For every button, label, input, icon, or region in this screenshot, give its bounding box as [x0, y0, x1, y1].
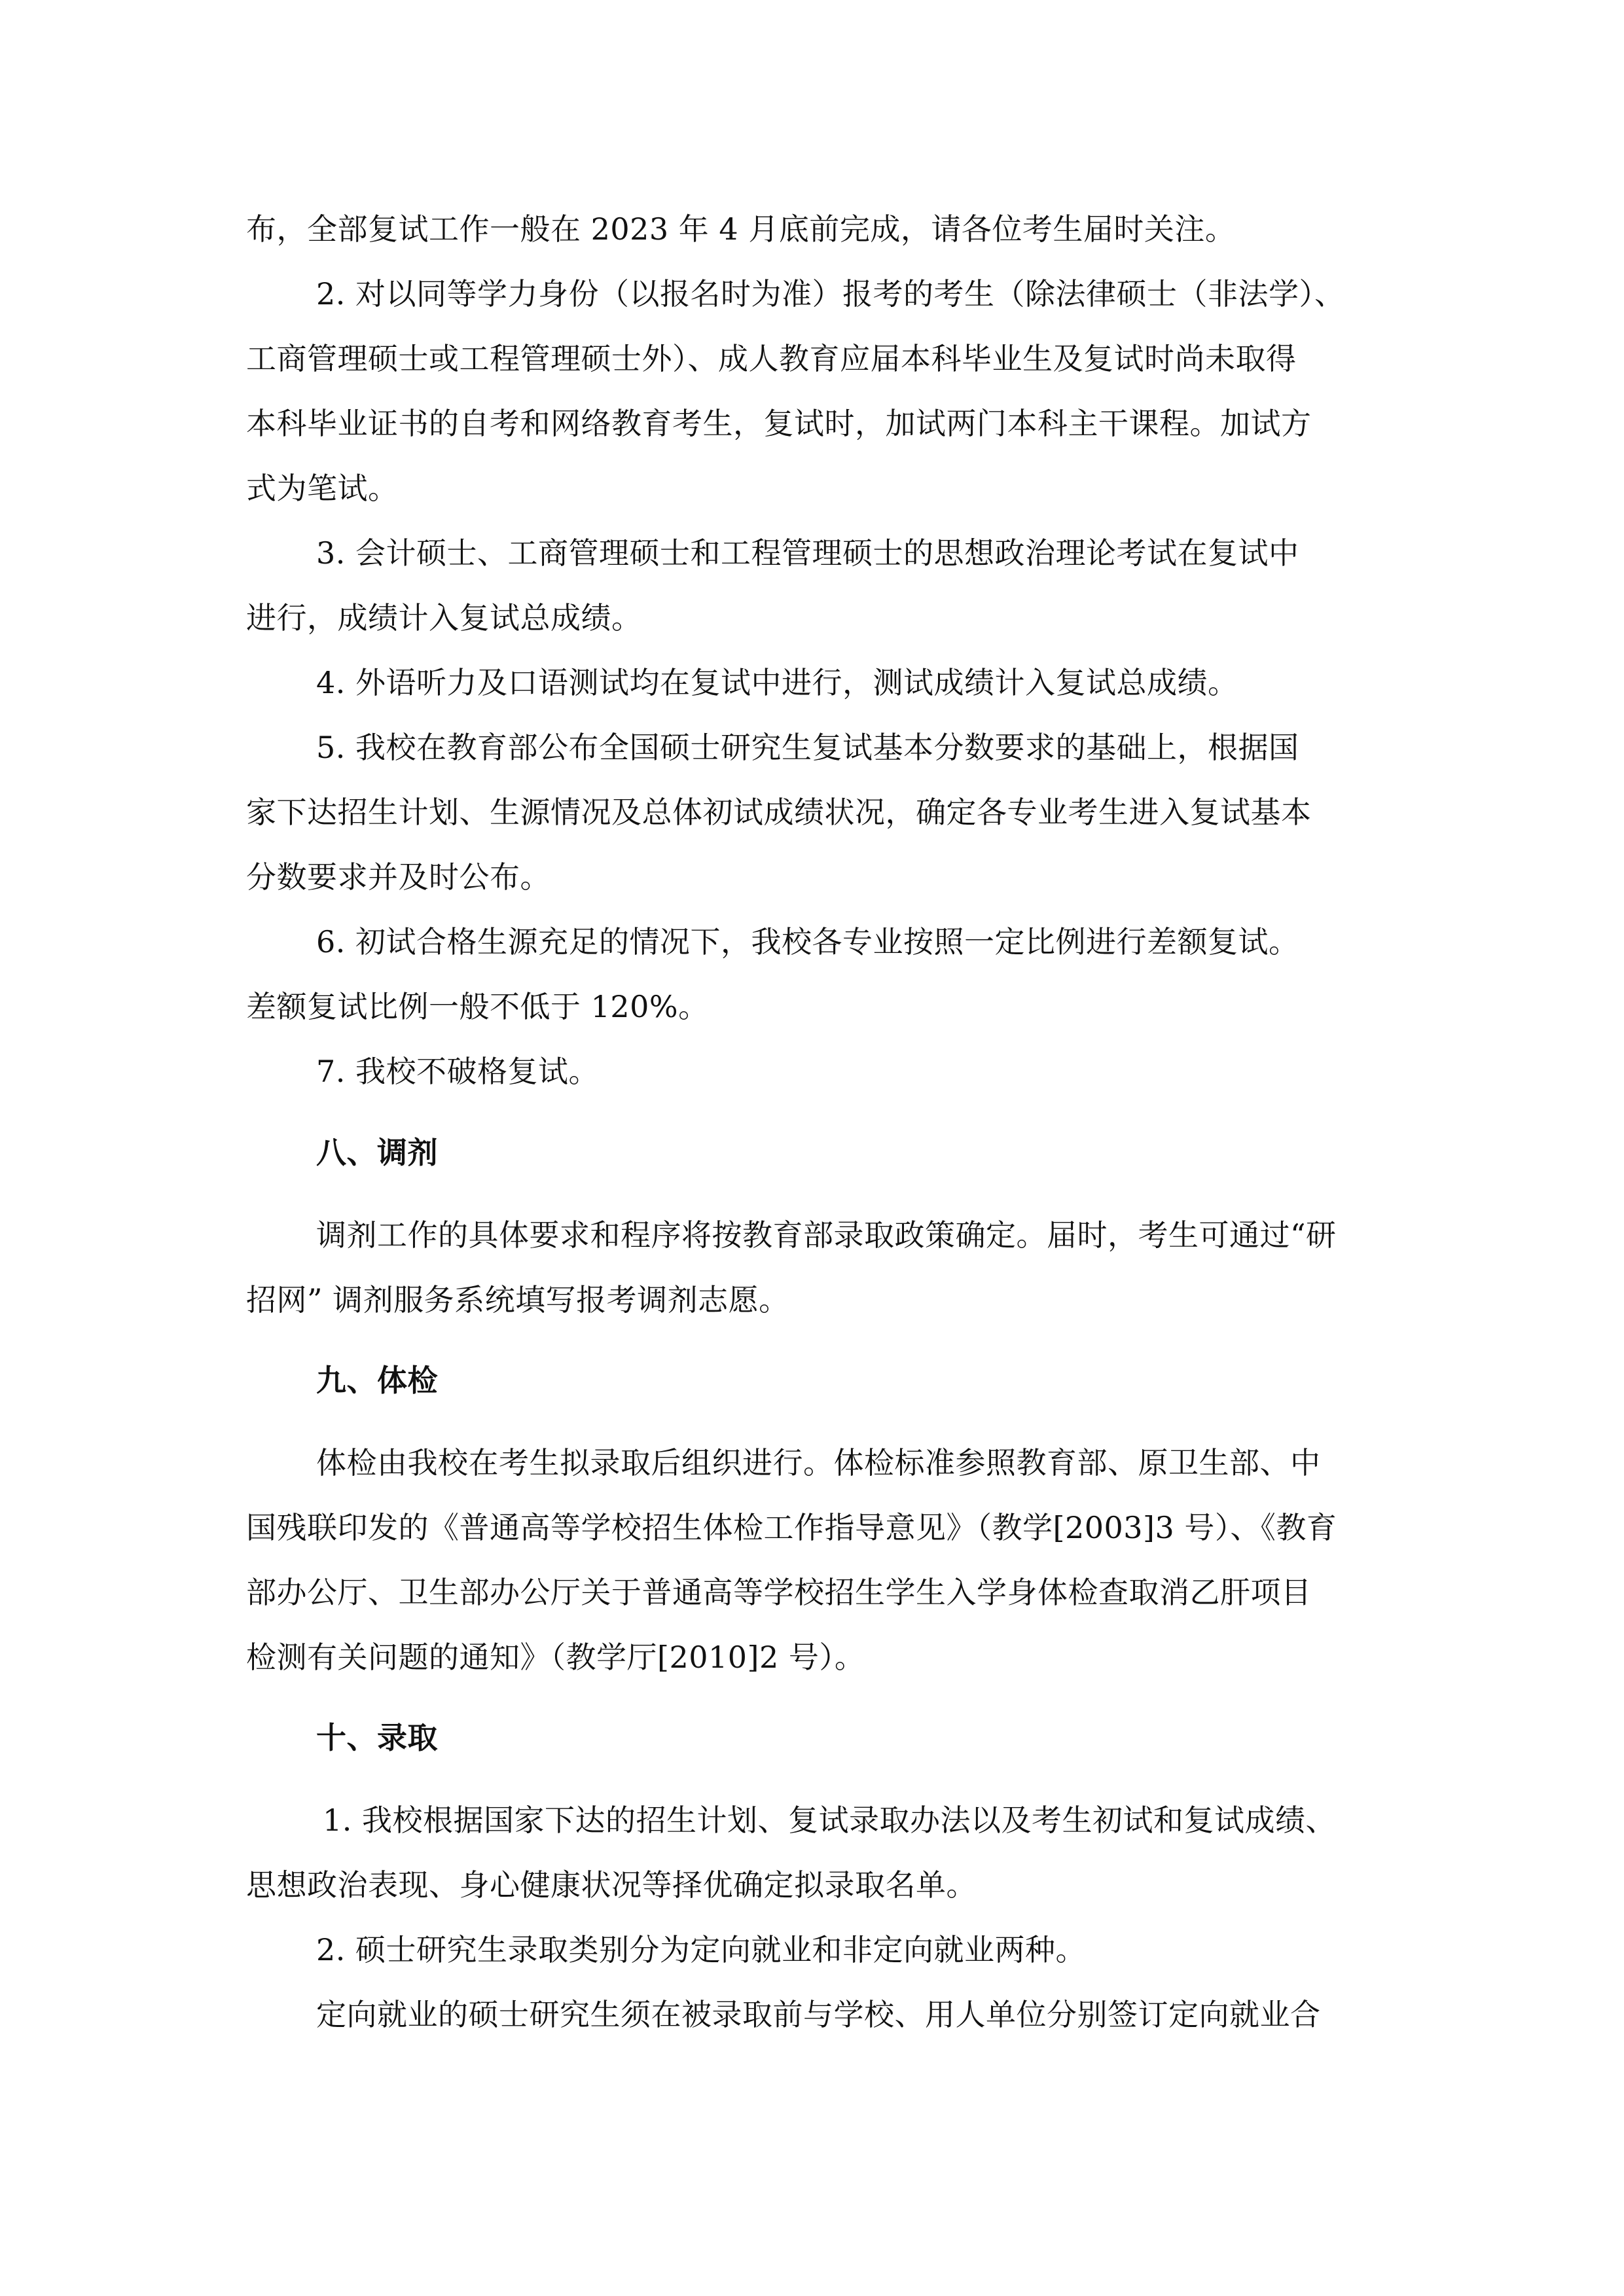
paragraph-line: 2. 硕士研究生录取类别分为定向就业和非定向就业两种。 — [316, 1932, 1087, 1967]
paragraph-line: 进行，成绩计入复试总成绩。 — [246, 600, 642, 636]
section-heading-adjustment: 八、调剂 — [316, 1135, 438, 1170]
paragraph-line: 1. 我校根据国家下达的招生计划、复试录取办法以及考生初试和复试成绩、 — [323, 1803, 1337, 1838]
paragraph-line: 思想政治表现、身心健康状况等择优确定拟录取名单。 — [246, 1867, 977, 1903]
paragraph-line: 国残联印发的《普通高等学校招生体检工作指导意见》（教学[2003]3 号）、《教育 — [246, 1510, 1337, 1545]
paragraph-line: 工商管理硕士或工程管理硕士外）、成人教育应届本科毕业生及复试时尚未取得 — [246, 341, 1297, 376]
paragraph-line: 本科毕业证书的自考和网络教育考生，复试时，加试两门本科主干课程。加试方 — [246, 406, 1312, 441]
paragraph-line: 部办公厅、卫生部办公厅关于普通高等学校招生学生入学身体检查取消乙肝项目 — [246, 1575, 1312, 1610]
paragraph-line: 分数要求并及时公布。 — [246, 859, 550, 895]
section-heading-physical-exam: 九、体检 — [316, 1363, 438, 1398]
paragraph-line: 4. 外语听力及口语测试均在复试中进行，测试成绩计入复试总成绩。 — [316, 665, 1238, 700]
paragraph-line: 5. 我校在教育部公布全国硕士研究生复试基本分数要求的基础上，根据国 — [316, 730, 1299, 765]
paragraph-line: 定向就业的硕士研究生须在被录取前与学校、用人单位分别签订定向就业合 — [316, 1997, 1321, 2032]
paragraph-line: 6. 初试合格生源充足的情况下，我校各专业按照一定比例进行差额复试。 — [316, 924, 1299, 960]
paragraph-line: 式为笔试。 — [246, 471, 399, 506]
paragraph-line: 布，全部复试工作一般在 2023 年 4 月底前完成，请各位考生届时关注。 — [246, 211, 1236, 247]
paragraph-line: 体检由我校在考生拟录取后组织进行。体检标准参照教育部、原卫生部、中 — [316, 1445, 1321, 1480]
paragraph-line: 7. 我校不破格复试。 — [316, 1054, 600, 1089]
paragraph-line: 差额复试比例一般不低于 120%。 — [246, 989, 709, 1024]
paragraph-line: 检测有关问题的通知》（教学厅[2010]2 号）。 — [246, 1640, 865, 1675]
paragraph-line: 调剂工作的具体要求和程序将按教育部录取政策确定。届时，考生可通过“研 — [316, 1217, 1337, 1253]
paragraph-line: 2. 对以同等学力身份（以报名时为准）报考的考生（除法律硕士（非法学）、 — [316, 276, 1345, 312]
paragraph-line: 3. 会计硕士、工商管理硕士和工程管理硕士的思想政治理论考试在复试中 — [316, 535, 1299, 571]
section-heading-admission: 十、录取 — [316, 1720, 438, 1755]
paragraph-line: 家下达招生计划、生源情况及总体初试成绩状况，确定各专业考生进入复试基本 — [246, 795, 1312, 830]
paragraph-line: 招网” 调剂服务系统填写报考调剂志愿。 — [246, 1282, 789, 1318]
